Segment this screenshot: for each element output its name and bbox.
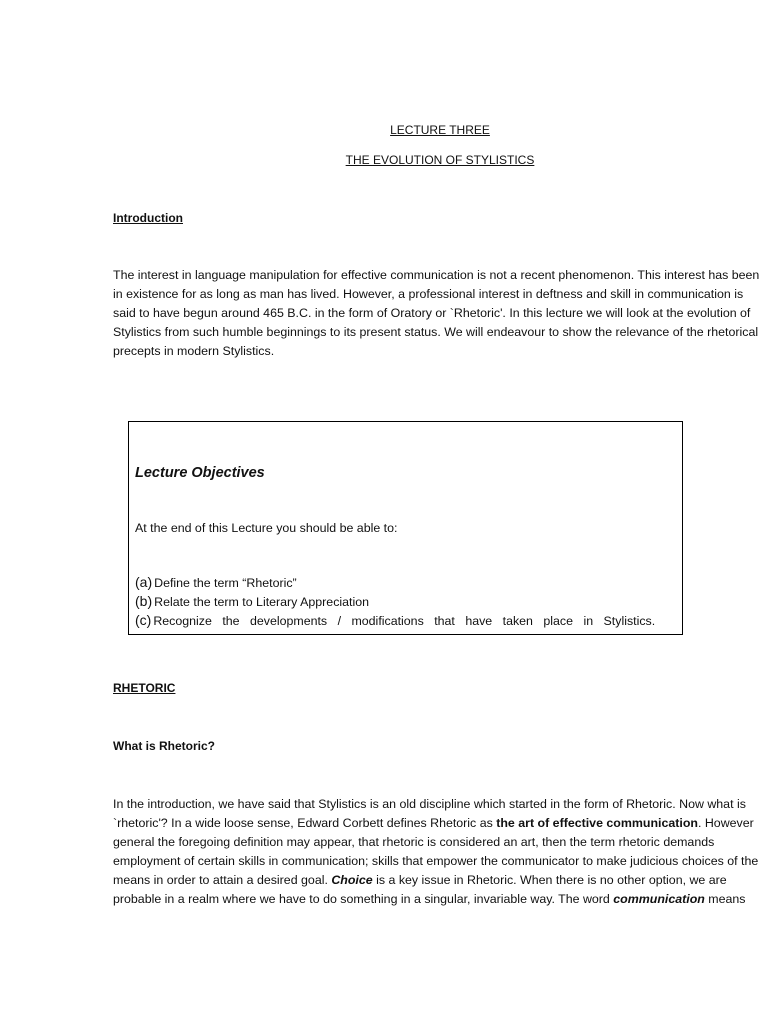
lecture-title-heading: THE EVOLUTION OF STYLISTICS: [345, 153, 535, 167]
rhetoric-text-part: is a key issue in Rhetoric. When there is no other option, we are probable in a realm where we have to do something in a singular, invariable way. The word: [113, 873, 727, 906]
rhetoric-text-part: . However general the foregoing definition may appear, that rhetoric is considered an art, then the term rhetoric demands employment of certain skills in communication; skills that empower the communicator to make judicious choices of the means in order to attain a desired goal.: [113, 816, 759, 887]
what-is-rhetoric-subheading: What is Rhetoric?: [113, 739, 216, 753]
lecture-number-heading: LECTURE THREE: [390, 123, 490, 137]
objective-text: Recognize the developments / modifications that have taken place in Stylistics.: [153, 614, 656, 628]
objective-item: [135, 573, 647, 592]
rhetoric-text-part: In the introduction, we have said that Stylistics is an old discipline which started in the form of Rhetoric. Now what is `rhetoric'? In a wide loose sense, Edward Corbett defines Rhetoric as: [113, 797, 746, 830]
objectives-title: Lecture Objectives: [135, 465, 265, 481]
rhetoric-paragraph: [113, 795, 767, 909]
communication-emphasis: communication: [613, 892, 705, 906]
objective-marker: (c): [135, 612, 152, 628]
choice-emphasis: Choice: [331, 873, 373, 887]
objective-item: [135, 592, 647, 611]
objective-marker: (b): [135, 593, 153, 609]
objective-text: Define the term “Rhetoric”: [154, 576, 297, 590]
introduction-heading: Introduction: [113, 211, 183, 225]
introduction-paragraph: The interest in language manipulation for effective communication is not a recent phenomenon. This interest has been in existence for as long as man has lived. However, a professional interest in deftness and skill in communication is said to have begun around 465 B.C. in the form of Oratory or `Rhetoric'. In this lecture we will look at the evolution of Stylistics from such humble beginnings to its present status. We will endeavour to show the relevance of the rhetorical precepts in modern Stylistics.: [113, 268, 760, 358]
objectives-list: [135, 573, 656, 630]
objectives-intro: At the end of this Lecture you should be able to:: [135, 521, 398, 535]
rhetoric-text-part: means: [704, 892, 746, 906]
rhetoric-heading: RHETORIC: [113, 681, 176, 695]
lecture-objectives-box: [128, 421, 683, 635]
rhetoric-definition-emphasis: the art of effective communication: [496, 816, 698, 830]
objective-text: Relate the term to Literary Appreciation: [154, 595, 370, 609]
objective-marker: (a): [135, 574, 153, 590]
objective-item: [135, 611, 656, 630]
